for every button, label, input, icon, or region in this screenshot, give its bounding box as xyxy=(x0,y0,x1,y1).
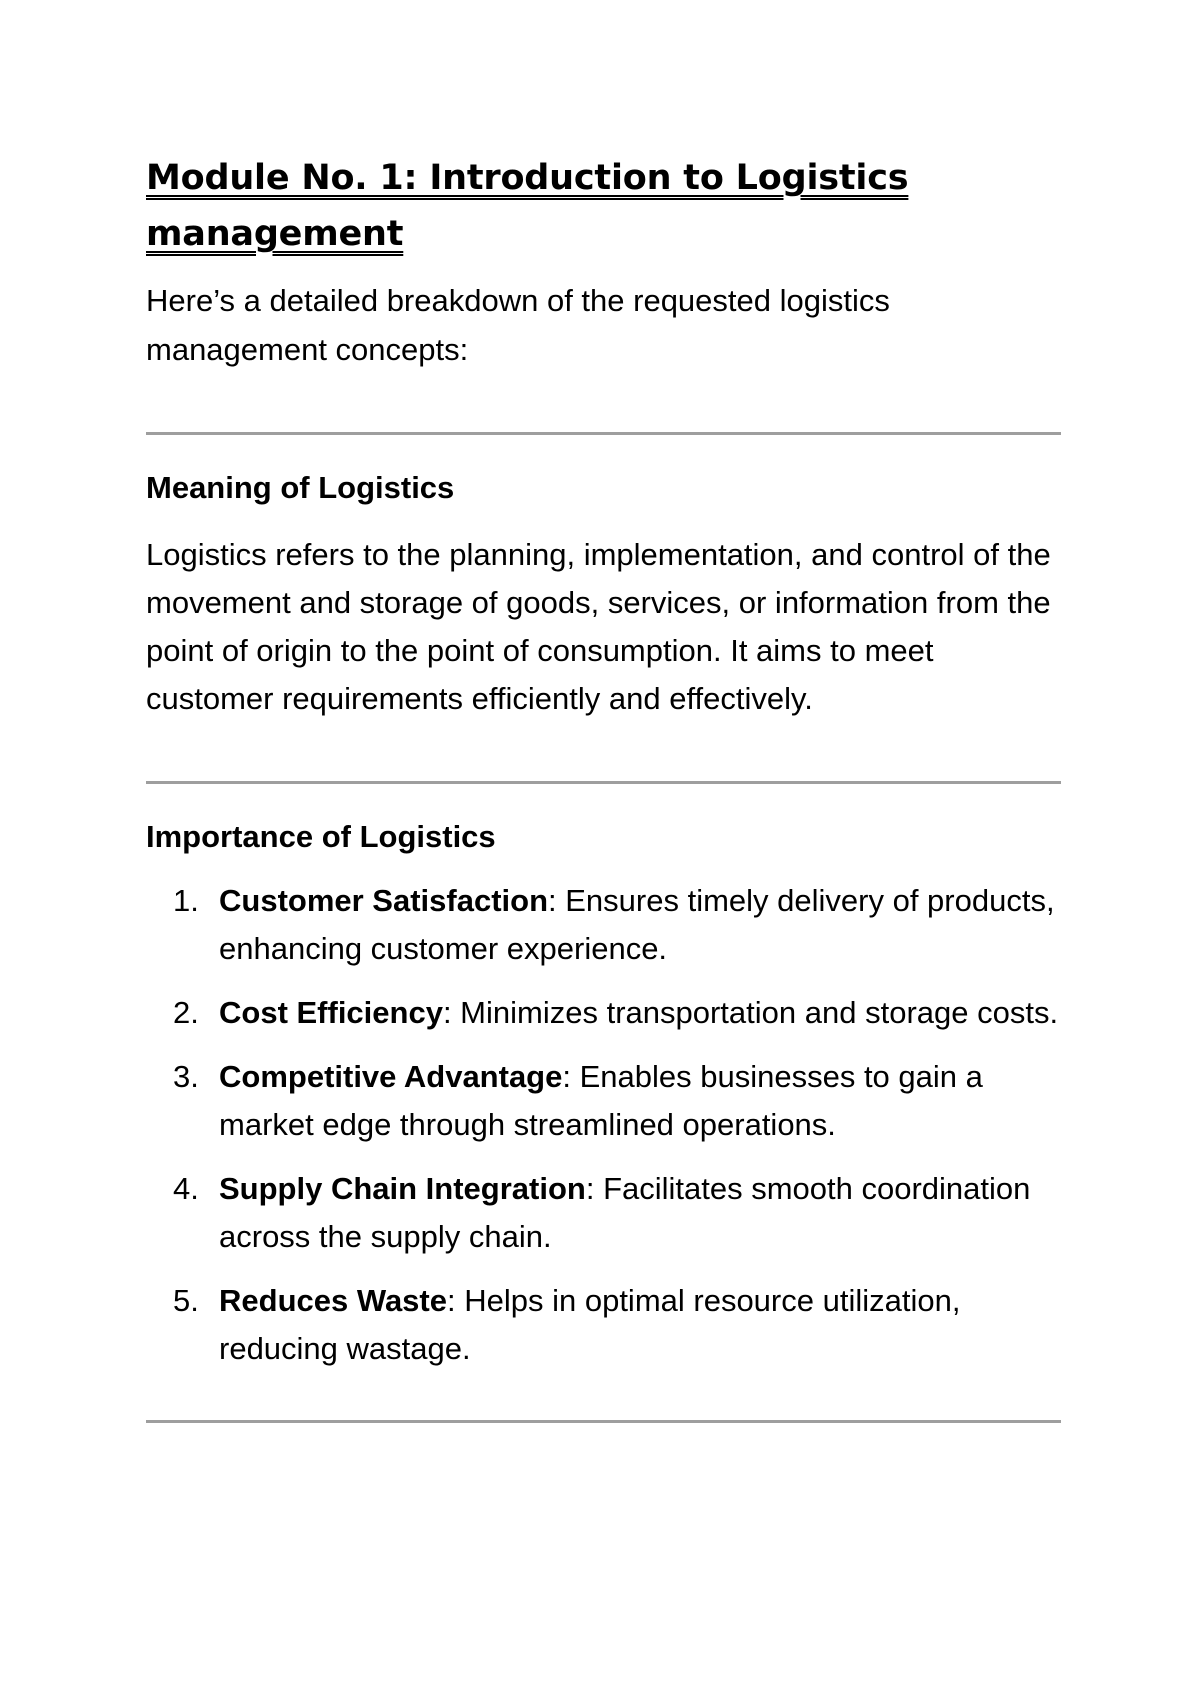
list-item xyxy=(146,1277,1061,1373)
list-item-description: : Ensures timely delivery of products, enhancing customer experience. xyxy=(219,883,1055,966)
importance-heading: Importance of Logistics xyxy=(146,819,496,854)
list-item-number: 5. xyxy=(173,1283,199,1318)
list-item-term: Supply Chain Integration xyxy=(219,1171,586,1206)
list-item xyxy=(146,989,1061,1037)
section-divider xyxy=(146,781,1061,784)
list-item-description: : Enables businesses to gain a market edge through streamlined operations. xyxy=(219,1059,983,1142)
page-title: Module No. 1: Introduction to Logistics management xyxy=(146,158,909,254)
list-item-term: Cost Efficiency xyxy=(219,995,443,1030)
list-item xyxy=(146,1165,1061,1261)
list-item-description: : Facilitates smooth coordination across the supply chain. xyxy=(219,1171,1031,1254)
intro-paragraph: Here’s a detailed breakdown of the requested logistics management concepts: xyxy=(146,283,890,367)
meaning-heading: Meaning of Logistics xyxy=(146,470,455,505)
list-item xyxy=(146,877,1061,973)
list-item-term: Reduces Waste xyxy=(219,1283,447,1318)
list-item xyxy=(146,1053,1061,1149)
list-item-number: 2. xyxy=(173,995,199,1030)
importance-list xyxy=(146,877,1061,1373)
list-item-description: : Helps in optimal resource utilization, reducing wastage. xyxy=(219,1283,961,1366)
list-item-number: 4. xyxy=(173,1171,199,1206)
list-item-term: Competitive Advantage xyxy=(219,1059,563,1094)
list-item-term: Customer Satisfaction xyxy=(219,883,549,918)
meaning-paragraph: Logistics refers to the planning, implementation, and control of the movement and storage of goods, services, or information from the point of origin to the point of consumption. It aims to meet customer requirements efficiently and effectively. xyxy=(146,537,1051,716)
list-item-description: : Minimizes transportation and storage costs. xyxy=(442,995,1059,1030)
section-divider xyxy=(146,1420,1061,1423)
list-item-number: 1. xyxy=(173,883,199,918)
document-page xyxy=(146,150,1061,1423)
section-divider xyxy=(146,432,1061,435)
list-item-number: 3. xyxy=(173,1059,199,1094)
